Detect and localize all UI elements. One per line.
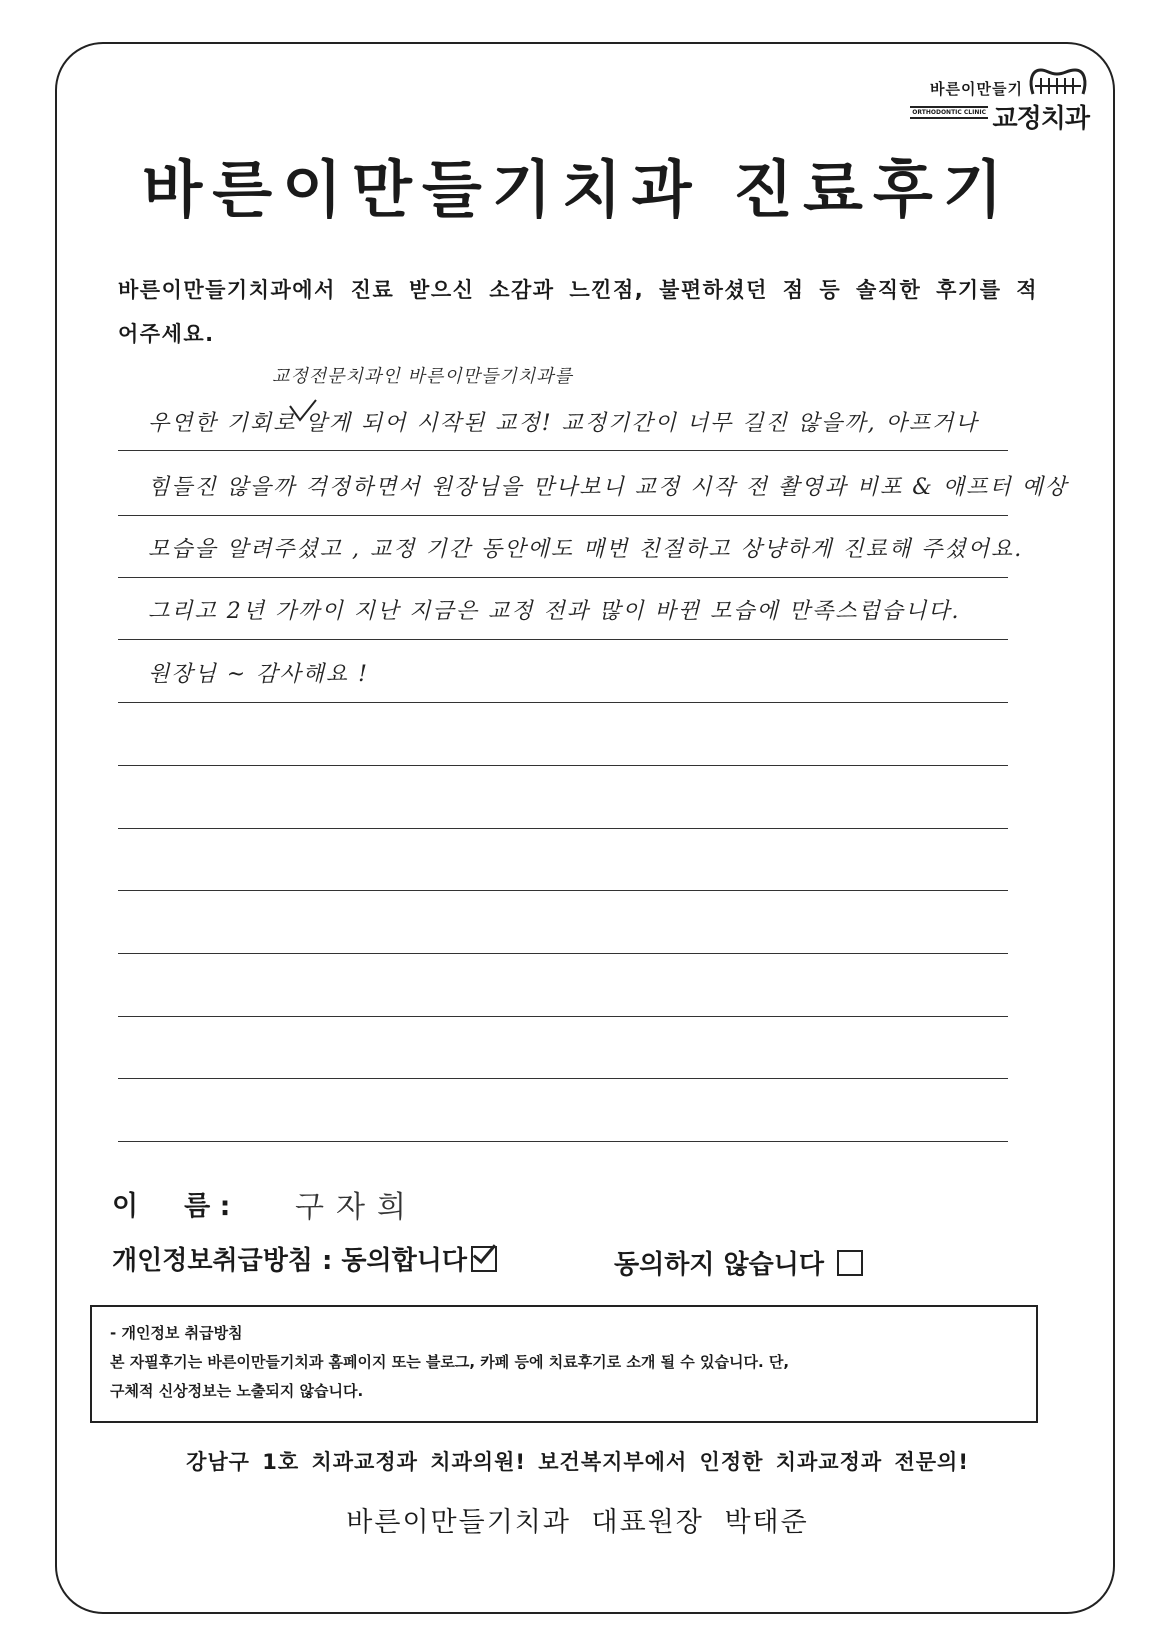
review-line: 힘들진 않을까 걱정하면서 원장님을 만나보니 교정 시작 전 촬영과 비포 & 애프터 예상 (148, 475, 1069, 500)
notice-heading: - 개인정보 취급방침 (110, 1324, 243, 1342)
logo-small-text: ORTHODONTIC CLINIC (910, 106, 988, 119)
ruled-line (118, 1078, 1008, 1079)
ruled-line (118, 515, 1008, 516)
ruled-line (118, 890, 1008, 891)
ruled-line (118, 765, 1008, 766)
disagree-label: 동의하지 않습니다 (614, 1250, 824, 1280)
ruled-line (118, 702, 1008, 703)
name-label (112, 1184, 230, 1223)
notice-line: 구체적 신상정보는 노출되지 않습니다. (110, 1382, 364, 1400)
name-label-colon: : (219, 1191, 231, 1222)
instruction-text: 바른이만들기치과에서 진료 받으신 소감과 느낀점, 불편하셨던 점 등 솔직한 후기를 적어주세요. (118, 278, 1039, 346)
logo-main-text: 교정치과 (992, 104, 1089, 134)
consent-label: 개인정보취급방침 : 동의합니다 (112, 1246, 468, 1276)
consent-agree (112, 1240, 497, 1277)
page-title: 바른이만들기치과 진료후기 (142, 153, 1013, 226)
clinic-logo (893, 60, 1093, 140)
name-label-second: 름 (184, 1191, 211, 1222)
footer-signature: 바른이만들기치과 대표원장 박태준 (346, 1507, 809, 1538)
review-line: 우연한 기회로 알게 되어 시작된 교정! 교정기간이 너무 길진 않을까, 아프거나 (148, 411, 979, 436)
ruled-line (118, 953, 1008, 954)
review-line: 모습을 알려주셨고 , 교정 기간 동안에도 매번 친절하고 상냥하게 진료해 주셨어요. (148, 537, 1024, 562)
privacy-notice-box (90, 1305, 1038, 1423)
consent-disagree (614, 1244, 863, 1281)
ruled-line (118, 1141, 1008, 1142)
review-line: 원장님 ~ 감사해요 ! (148, 662, 370, 687)
ruled-line (118, 828, 1008, 829)
ruled-line (118, 639, 1008, 640)
ruled-line (118, 577, 1008, 578)
ruled-line (118, 450, 1008, 451)
footer-tagline: 강남구 1호 치과교정과 치과의원! 보건복지부에서 인정한 치과교정과 전문의! (186, 1450, 969, 1474)
notice-line: 본 자필후기는 바른이만들기치과 홈페이지 또는 블로그, 카페 등에 치료후기로 소개 될 수 있습니다. 단, (110, 1353, 790, 1371)
review-line: 그리고 2년 가까이 지난 지금은 교정 전과 많이 바뀐 모습에 만족스럽습니다. (148, 599, 961, 624)
ruled-line (118, 1016, 1008, 1017)
name-field[interactable]: 구자희 (295, 1190, 418, 1225)
handwritten-insertion: 교정전문치과인 바른이만들기치과를 (272, 366, 573, 387)
logo-top-text: 바른이만들기 (930, 80, 1023, 98)
name-label-first: 이 (112, 1191, 139, 1222)
disagree-checkbox[interactable] (837, 1250, 863, 1276)
agree-checkbox[interactable] (471, 1246, 497, 1272)
